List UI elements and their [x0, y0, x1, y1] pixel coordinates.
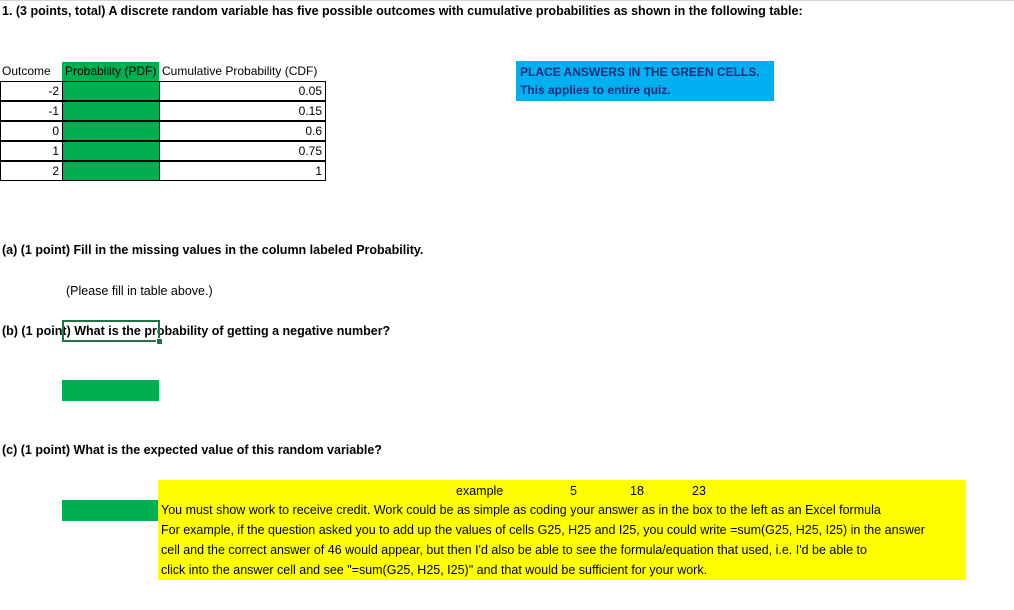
- part-c-question[interactable]: (c) (1 point) What is the expected value of this random variable?: [2, 443, 382, 457]
- instruction-line-3: cell and the correct answer of 46 would appear, but then I'd also be able to see the formula/equation that used, i.e. I'd be able to: [161, 543, 867, 557]
- header-outcome[interactable]: Outcome: [2, 64, 51, 78]
- part-c-answer-cell[interactable]: [62, 500, 159, 521]
- cdf-cell[interactable]: 0.15: [159, 101, 326, 121]
- example-value-3: 23: [692, 484, 706, 498]
- part-b-question[interactable]: (b) (1 point) What is the probability of getting a negative number?: [2, 324, 391, 338]
- example-value-2: 18: [630, 484, 644, 498]
- selected-cell-outline: [62, 320, 160, 342]
- cdf-cell[interactable]: 1: [159, 161, 326, 181]
- work-instructions-box[interactable]: [158, 480, 966, 580]
- outcome-cell[interactable]: 2: [0, 161, 63, 181]
- instruction-line-2: For example, if the question asked you to add up the values of cells G25, H25 and I25, you could write =sum(G25, H25, I25) in the answer: [161, 523, 925, 537]
- outcome-cell[interactable]: 0: [0, 121, 63, 141]
- outcome-cell[interactable]: 1: [0, 141, 63, 161]
- part-a-question[interactable]: (a) (1 point) Fill in the missing values in the column labeled Probability.: [2, 243, 424, 257]
- sheet-top-border: [0, 0, 1014, 1]
- outcome-cell[interactable]: -2: [0, 81, 63, 101]
- header-cdf[interactable]: Cumulative Probability (CDF): [162, 64, 318, 78]
- cdf-cell[interactable]: 0.6: [159, 121, 326, 141]
- note-line-2: This applies to entire quiz.: [520, 83, 671, 97]
- cdf-cell[interactable]: 0.05: [159, 81, 326, 101]
- note-line-1: PLACE ANSWERS IN THE GREEN CELLS.: [520, 65, 760, 79]
- part-b-answer-cell[interactable]: [62, 380, 159, 401]
- example-label: example: [456, 484, 504, 498]
- probability-answer-cell[interactable]: [62, 121, 160, 141]
- probability-answer-cell[interactable]: [62, 161, 160, 181]
- instruction-line-1: You must show work to receive credit. Work could be as simple as coding your answer as in the box to the left as an Excel formula: [161, 503, 881, 517]
- probability-answer-cell[interactable]: [62, 141, 160, 161]
- fill-handle[interactable]: [156, 338, 163, 345]
- part-a-hint[interactable]: (Please fill in table above.): [66, 284, 213, 298]
- probability-answer-cell[interactable]: [62, 101, 160, 121]
- outcome-cell[interactable]: -1: [0, 101, 63, 121]
- header-probability[interactable]: Probability (PDF): [62, 62, 159, 82]
- cdf-cell[interactable]: 0.75: [159, 141, 326, 161]
- example-value-1: 5: [570, 484, 577, 498]
- probability-answer-cell[interactable]: [62, 81, 160, 101]
- instructions-note[interactable]: [516, 61, 774, 101]
- instruction-line-4: click into the answer cell and see "=sum(G25, H25, I25)" and that would be sufficient for your work.: [161, 563, 708, 577]
- question-title[interactable]: 1. (3 points, total) A discrete random variable has five possible outcomes with cumulative probabilities as shown in the following table:: [2, 4, 803, 18]
